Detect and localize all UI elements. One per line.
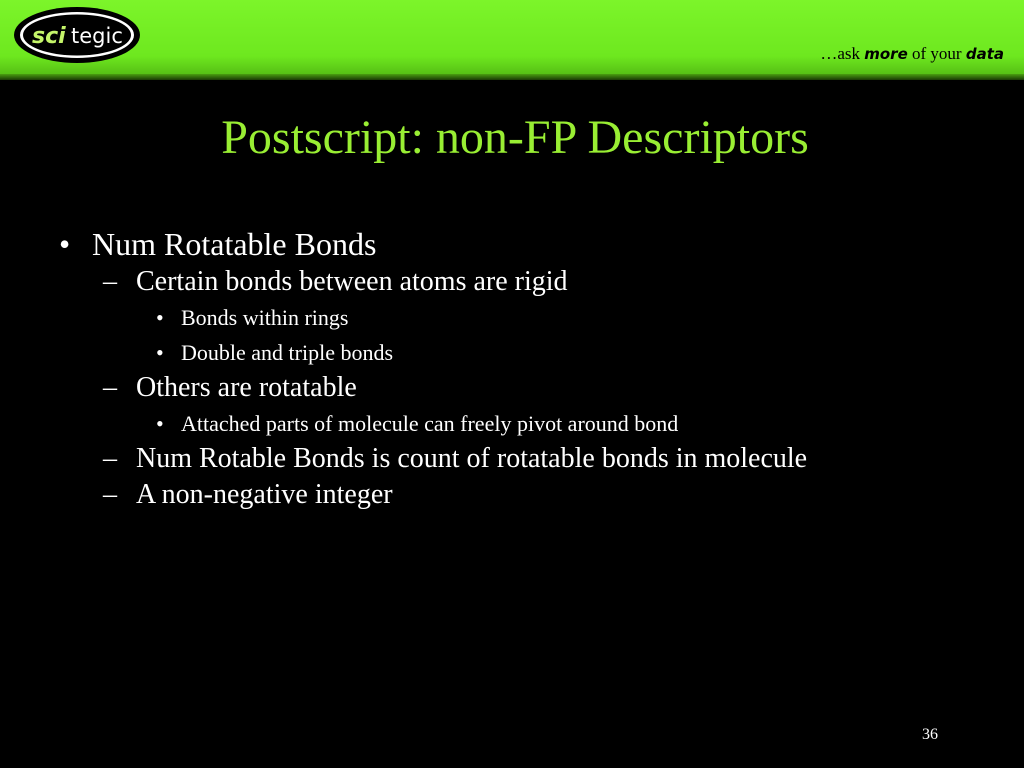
bullet-marker: •	[156, 305, 164, 330]
dash-marker: –	[103, 443, 117, 474]
bullet-item	[55, 441, 995, 477]
bullet-item	[55, 264, 995, 300]
slide-title: Postscript: non-FP Descriptors	[221, 111, 809, 164]
bullet-item	[55, 406, 995, 441]
tagline-emphasis-more: more	[864, 45, 908, 63]
bullet-marker: •	[59, 226, 71, 262]
bullet-text: Num Rotable Bonds is count of rotatable bonds in molecule	[136, 443, 808, 474]
tagline-prefix: …ask	[820, 44, 865, 63]
scitegic-logo	[12, 4, 142, 64]
page-number: 36	[922, 726, 938, 743]
bullet-text: Double and triple bonds	[181, 340, 394, 365]
logo-text-light: tegic	[71, 24, 123, 48]
dash-marker: –	[103, 372, 117, 403]
bullet-text: Others are rotatable	[136, 372, 357, 403]
bullet-item	[55, 335, 995, 370]
bullet-marker: •	[156, 411, 164, 436]
bullet-text: Attached parts of molecule can freely pivot around bond	[181, 411, 679, 436]
bullet-item	[55, 370, 995, 406]
bullet-text: Certain bonds between atoms are rigid	[136, 266, 568, 297]
bullet-marker: •	[156, 340, 164, 365]
bullet-list	[55, 224, 995, 513]
bullet-item	[55, 477, 995, 513]
logo-text-bold: sci	[32, 24, 66, 49]
tagline	[820, 44, 1004, 64]
header-bar	[0, 0, 1024, 80]
tagline-emphasis-data: data	[965, 45, 1004, 63]
dash-marker: –	[103, 266, 117, 297]
bullet-text: Num Rotatable Bonds	[92, 226, 377, 262]
bullet-item	[55, 300, 995, 335]
dash-marker: –	[103, 479, 117, 510]
bullet-text: A non-negative integer	[136, 479, 393, 510]
tagline-middle: of your	[907, 44, 966, 63]
bullet-text: Bonds within rings	[181, 305, 349, 330]
bullet-item	[55, 224, 995, 264]
